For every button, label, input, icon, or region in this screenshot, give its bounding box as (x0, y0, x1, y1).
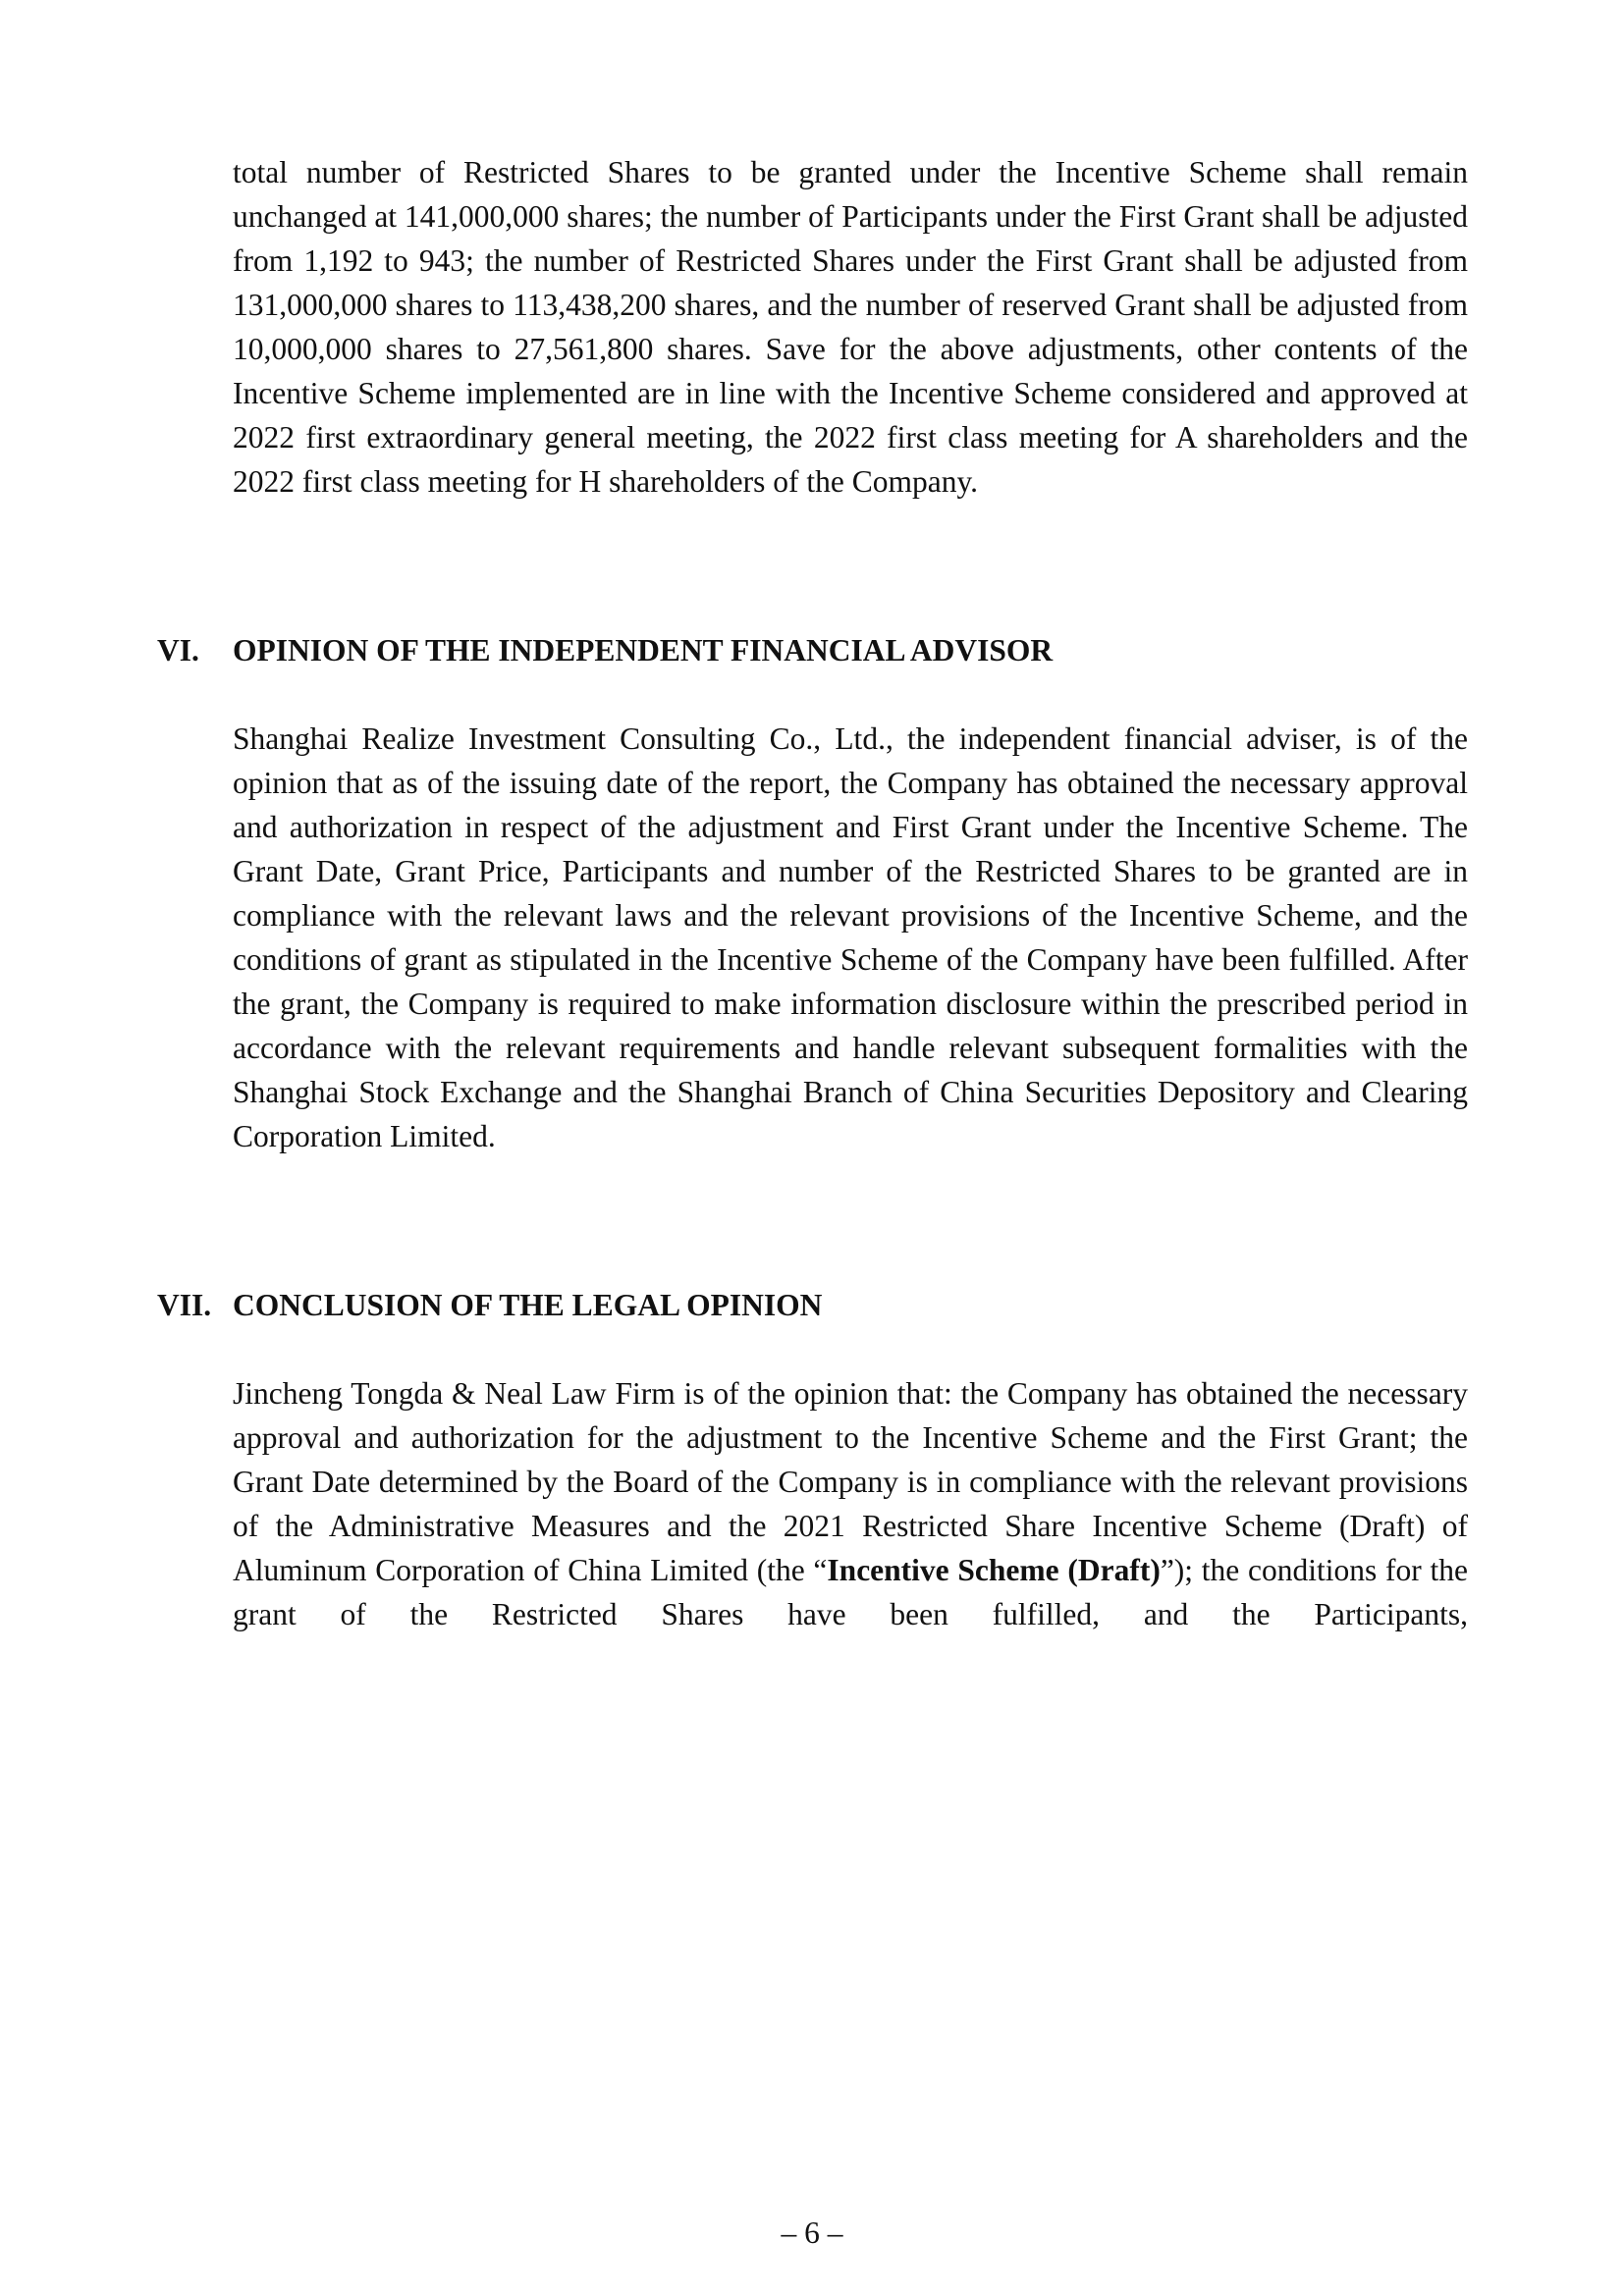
section-number: VII. (157, 1288, 212, 1322)
section-title: OPINION OF THE INDEPENDENT FINANCIAL ADVISOR (233, 633, 1054, 667)
continuation-paragraph: total number of Restricted Shares to be granted under the Incentive Scheme shall remain unchanged at 141,000,000 shares; the number of Participants under the First Grant shall be adjusted from 1,192 to 943; the number of Restricted Shares under the First Grant shall be adjusted from 131,000,000 shares to 113,438,200 shares, and the number of reserved Grant shall be adjusted from 10,000,000 shares to 27,561,800 shares. Save for the above adjustments, other contents of the Incentive Scheme implemented are in line with the Incentive Scheme considered and approved at 2022 first extraordinary general meeting, the 2022 first class meeting for A shareholders and the 2022 first class meeting for H shareholders of the Company. (233, 155, 1468, 499)
section-heading-vi (157, 628, 1473, 672)
section-title: CONCLUSION OF THE LEGAL OPINION (233, 1288, 823, 1322)
legal-opinion-text-continued: ”); the conditions for the grant of the Restricted Shares have been fulfilled, and the Participants, (233, 1553, 1469, 1631)
section-number: VI. (157, 633, 199, 667)
page-number: – 6 – (781, 2216, 843, 2250)
defined-term: Incentive Scheme (Draft) (827, 1553, 1161, 1587)
legal-opinion-text: Jincheng Tongda & Neal Law Firm is of the opinion that: the Company has obtained the necessary approval and authorization for the adjustment to the Incentive Scheme and the First Grant; the Grant Date determined by the Board of the Company is in compliance with the relevant provisions of the Administrative Measures and the 2021 Restricted Share Incentive Scheme (Draft) of Aluminum Corporation of China Limited (the “ (233, 1376, 1468, 1587)
legal-opinion-paragraph (233, 1371, 1468, 1636)
section-heading-vii (157, 1283, 1473, 1327)
financial-advisor-opinion-paragraph: Shanghai Realize Investment Consulting Co., Ltd., the independent financial adviser, is of the opinion that as of the issuing date of the report, the Company has obtained the necessary approval and authorization in respect of the adjustment and First Grant under the Incentive Scheme. The Grant Date, Grant Price, Participants and number of the Restricted Shares to be granted are in compliance with the relevant laws and the relevant provisions of the Incentive Scheme, and the conditions of grant as stipulated in the Incentive Scheme of the Company have been fulfilled. After the grant, the Company is required to make information disclosure within the prescribed period in accordance with the relevant requirements and handle relevant subsequent formalities with the Shanghai Stock Exchange and the Shanghai Branch of China Securities Depository and Clearing Corporation Limited. (233, 721, 1468, 1153)
